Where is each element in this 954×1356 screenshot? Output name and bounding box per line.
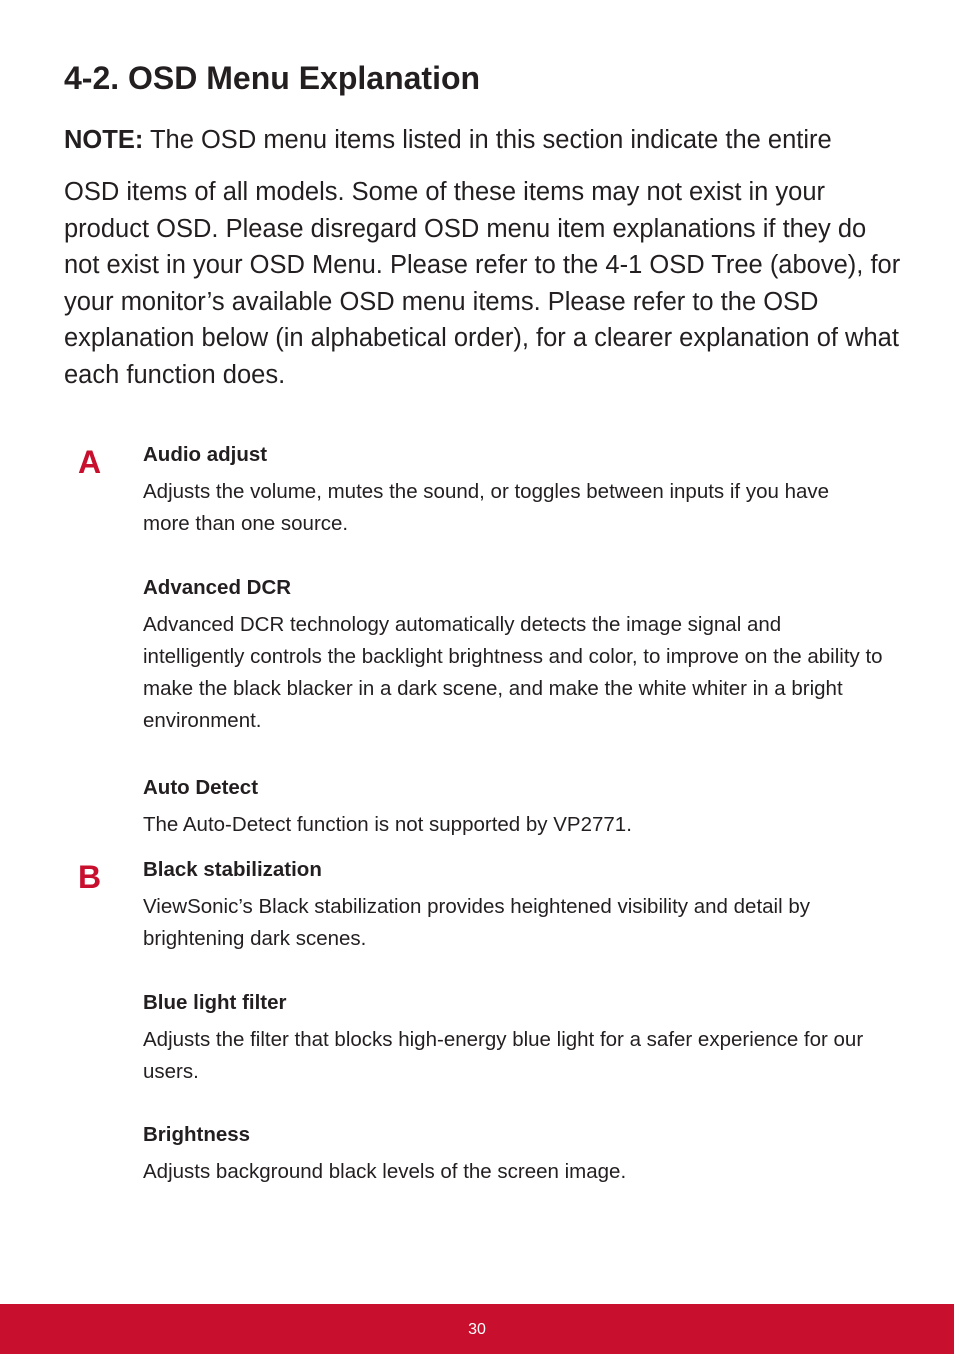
- entry-description: Adjusts the volume, mutes the sound, or toggles between inputs if you have more than one source.: [143, 480, 830, 535]
- note-text: The OSD menu items listed in this section indicate the entire: [143, 126, 832, 154]
- entry-blue-light-filter: [143, 991, 883, 1088]
- entry-term: Audio adjust: [143, 443, 268, 466]
- entry-term: Blue light filter: [143, 991, 287, 1014]
- entry-term: Brightness: [143, 1123, 251, 1146]
- entry-description: ViewSonic’s Black stabilization provides heightened visibility and detail by brightening dark scenes.: [143, 895, 811, 950]
- section-letter-a: A: [78, 444, 102, 480]
- section-letter-b: B: [78, 859, 102, 895]
- entry-term: Black stabilization: [143, 858, 322, 881]
- entry-description: The Auto-Detect function is not supported by VP2771.: [143, 813, 632, 836]
- page-footer: [0, 1304, 954, 1354]
- entry-audio-adjust: [143, 443, 883, 540]
- entry-black-stabilization: [143, 858, 883, 955]
- note-label: NOTE:: [64, 126, 144, 154]
- entry-term: Auto Detect: [143, 776, 259, 799]
- entry-brightness: [143, 1123, 883, 1188]
- page-heading: 4-2. OSD Menu Explanation: [64, 60, 481, 96]
- entry-description: Adjusts background black levels of the screen image.: [143, 1160, 627, 1183]
- entry-term: Advanced DCR: [143, 576, 292, 599]
- intro-paragraph: OSD items of all models. Some of these items may not exist in your product OSD. Please disregard OSD menu item explanations if they do not exist in your OSD Menu. Please refer to the 4-1 OSD Tree (above), for your monitor’s available OSD menu items. Please refer to the OSD explanation below (in alphabetical order), for a clearer explanation of what each function does.: [64, 178, 901, 389]
- entry-description: Advanced DCR technology automatically detects the image signal and intelligently controls the backlight brightness and color, to improve on the ability to make the black blacker in a dark scene, and make the white whiter in a bright environment.: [143, 613, 883, 732]
- entry-auto-detect: [143, 776, 883, 841]
- note-paragraph: [64, 122, 904, 158]
- entry-description: Adjusts the filter that blocks high-energy blue light for a safer experience for our users.: [143, 1028, 864, 1083]
- entry-advanced-dcr: [143, 576, 883, 737]
- page-number: 30: [468, 1321, 486, 1338]
